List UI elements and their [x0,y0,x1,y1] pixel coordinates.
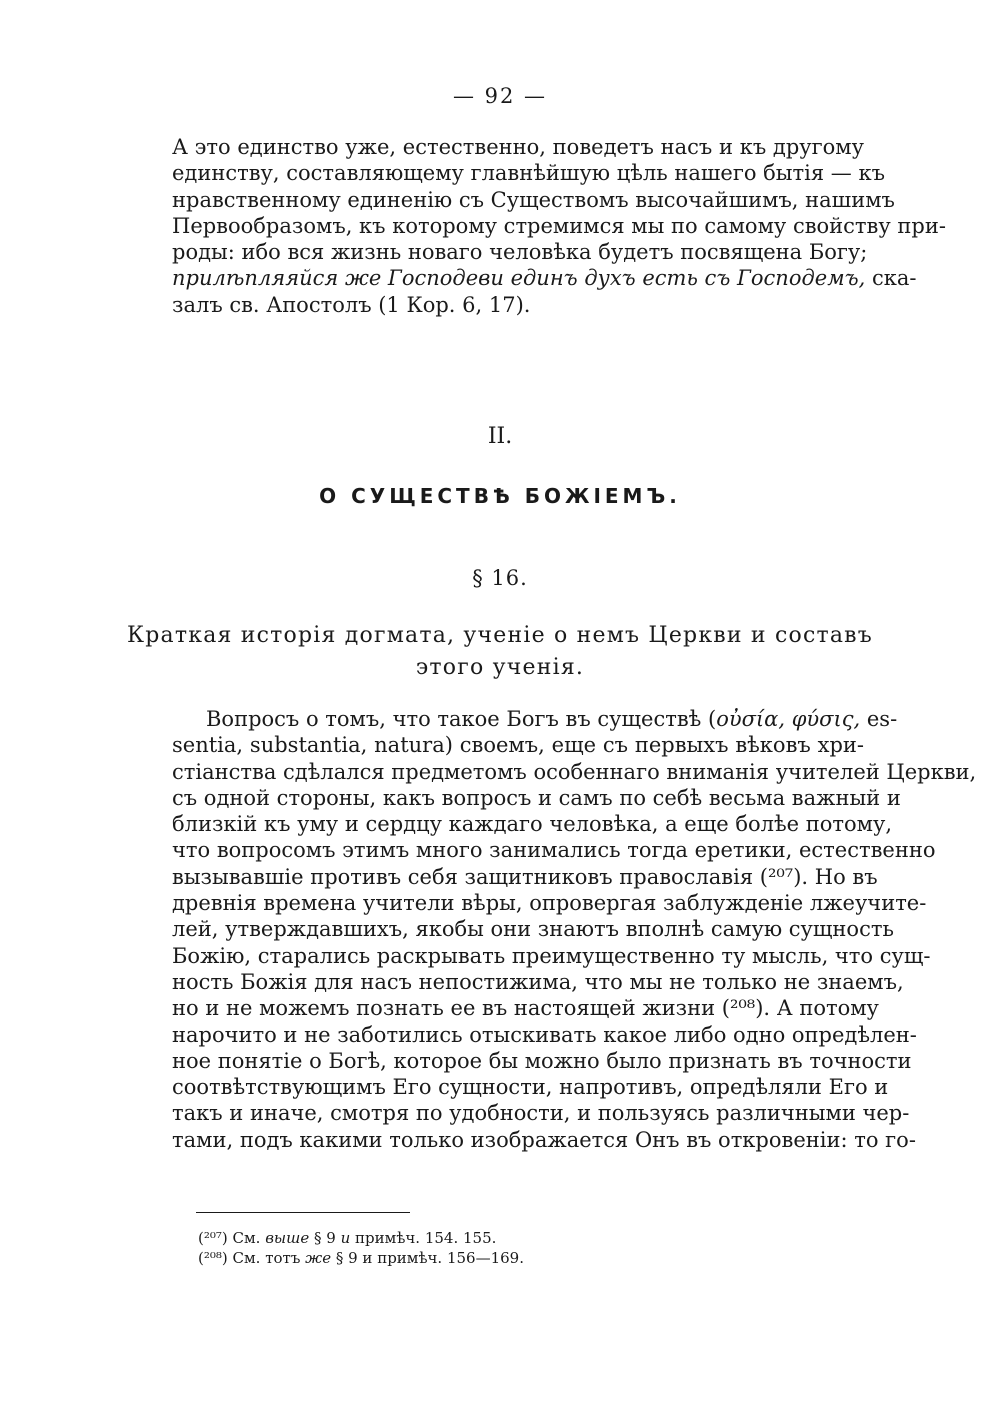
text-line-part: нарочито и не заботились отыскивать какое либо одно опредѣлен- [172,1022,917,1047]
footnote-text-part: § 9 [309,1229,341,1247]
footnote-text-part: примѣч. 154. 155. [350,1229,497,1247]
text-line-part: близкій къ уму и сердцу каждаго человѣка, а еще болѣе потому, [172,812,893,837]
text-line-part: единству, составляющему главнѣйшую цѣль нашего бытія — къ [172,161,885,186]
section-mark: § 16. [472,566,528,590]
footnote-marker: (²⁰⁷) [198,1229,228,1247]
text-line-part: Первообразомъ, къ которому стремимся мы по самому свойству при- [172,213,946,238]
section-title-line-2: этого ученія. [415,655,585,680]
text-line [172,239,868,265]
text-line-part: нравственному единенію съ Существомъ высочайшимъ, нашимъ [172,187,895,212]
text-line [172,837,936,863]
text-line-part: А это единство уже, естественно, поведетъ насъ и къ другому [172,135,864,159]
text-line-part: соотвѣтствующимъ Его сущности, напротивъ, опредѣляли Его и [172,1075,889,1100]
footnote-text-part: См. тотъ [227,1249,306,1267]
chapter-title: О СУЩЕСТВѢ БОЖІЕМЪ. [319,484,681,508]
section-title-line-1: Краткая исторія догмата, ученіе о немъ Церкви и составъ [127,623,873,648]
text-line-part: лей, утверждавшихъ, якобы они знаютъ вполнѣ самую сущность [172,917,894,942]
opening-paragraph [172,134,946,318]
text-line [172,1048,912,1074]
text-line-part: ное понятіе о Богѣ, которое бы можно было признать въ точности [172,1048,912,1073]
text-line [172,160,885,186]
footnote-marker: (²⁰⁸) [198,1249,228,1267]
text-line [172,943,931,969]
text-line [172,969,904,995]
text-line-part: ска- [865,266,917,291]
footnote-divider [196,1212,410,1213]
text-line [172,213,946,239]
text-line-part: роды: ибо вся жизнь новаго человѣка будетъ посвящена Богу; [172,240,868,265]
text-line [172,890,927,916]
text-line [172,265,917,291]
footnote-207 [198,1228,496,1248]
text-line [172,1022,917,1048]
text-line-part: прилѣпляяйся же Господеви единъ духъ есть съ Господемъ, [172,266,866,291]
text-line [172,134,864,160]
text-line-part: такъ и иначе, смотря по удобности, и пользуясь различными чер- [172,1101,910,1126]
page-number: — 92 — [452,84,548,108]
text-line [172,1100,910,1126]
text-line [172,995,879,1021]
footnote-208 [198,1248,524,1268]
text-line [172,864,878,890]
text-line-part: οὐσία, φύσις, [716,707,861,731]
text-line-part: ность Божія для насъ непостижима, что мы не только не знаемъ, [172,969,904,994]
text-line [172,811,893,837]
text-line-part: стіанства сдѣлался предметомъ особеннаго вниманія учителей Церкви, [172,759,977,784]
text-line-part: es- [860,707,898,731]
text-line-part: sentia, substantia, natura) своемъ, еще съ первыхъ вѣковъ хри- [172,733,864,758]
footnote-text-part: § 9 и примѣч. 156—169. [331,1249,524,1267]
text-line [172,759,977,785]
text-line-part: Вопросъ о томъ, что такое Богъ въ существѣ ( [206,707,717,731]
chapter-number: II. [487,424,513,449]
footnote-text-part: выше [265,1229,310,1247]
text-line [172,187,895,213]
body-paragraph [172,706,977,1153]
text-line [172,292,864,318]
text-line-part: но и не можемъ познать ее въ настоящей жизни (²⁰⁸). А потому [172,996,879,1021]
text-line-part: древнія времена учители вѣры, опровергая заблужденіе лжеучите- [172,891,927,916]
text-line [172,732,864,758]
text-line [172,785,901,811]
text-line-part: что вопросомъ этимъ много занимались тогда еретики, естественно [172,838,936,863]
text-line [172,1127,916,1153]
text-line-part: Божію, старались раскрывать преимущественно ту мысль, что сущ- [172,943,931,968]
text-line-part: съ одной стороны, какъ вопросъ и самъ по себѣ весьма важный и [172,785,901,810]
text-line [172,916,894,942]
text-line [172,706,898,732]
text-line-part: вызывавшіе противъ себя защитниковъ православія (²⁰⁷). Но въ [172,864,878,889]
footnote-text-part: же [305,1249,332,1267]
footnote-text-part: См. [227,1229,266,1247]
section-title [0,620,1000,684]
text-line [172,1074,889,1100]
footnote-text-part: и [340,1229,351,1247]
text-line-part: залъ св. Апостолъ (1 Кор. 6, 17). [172,292,531,317]
text-line-part: тами, подъ какими только изображается Онъ въ откровеніи: то го- [172,1127,916,1152]
